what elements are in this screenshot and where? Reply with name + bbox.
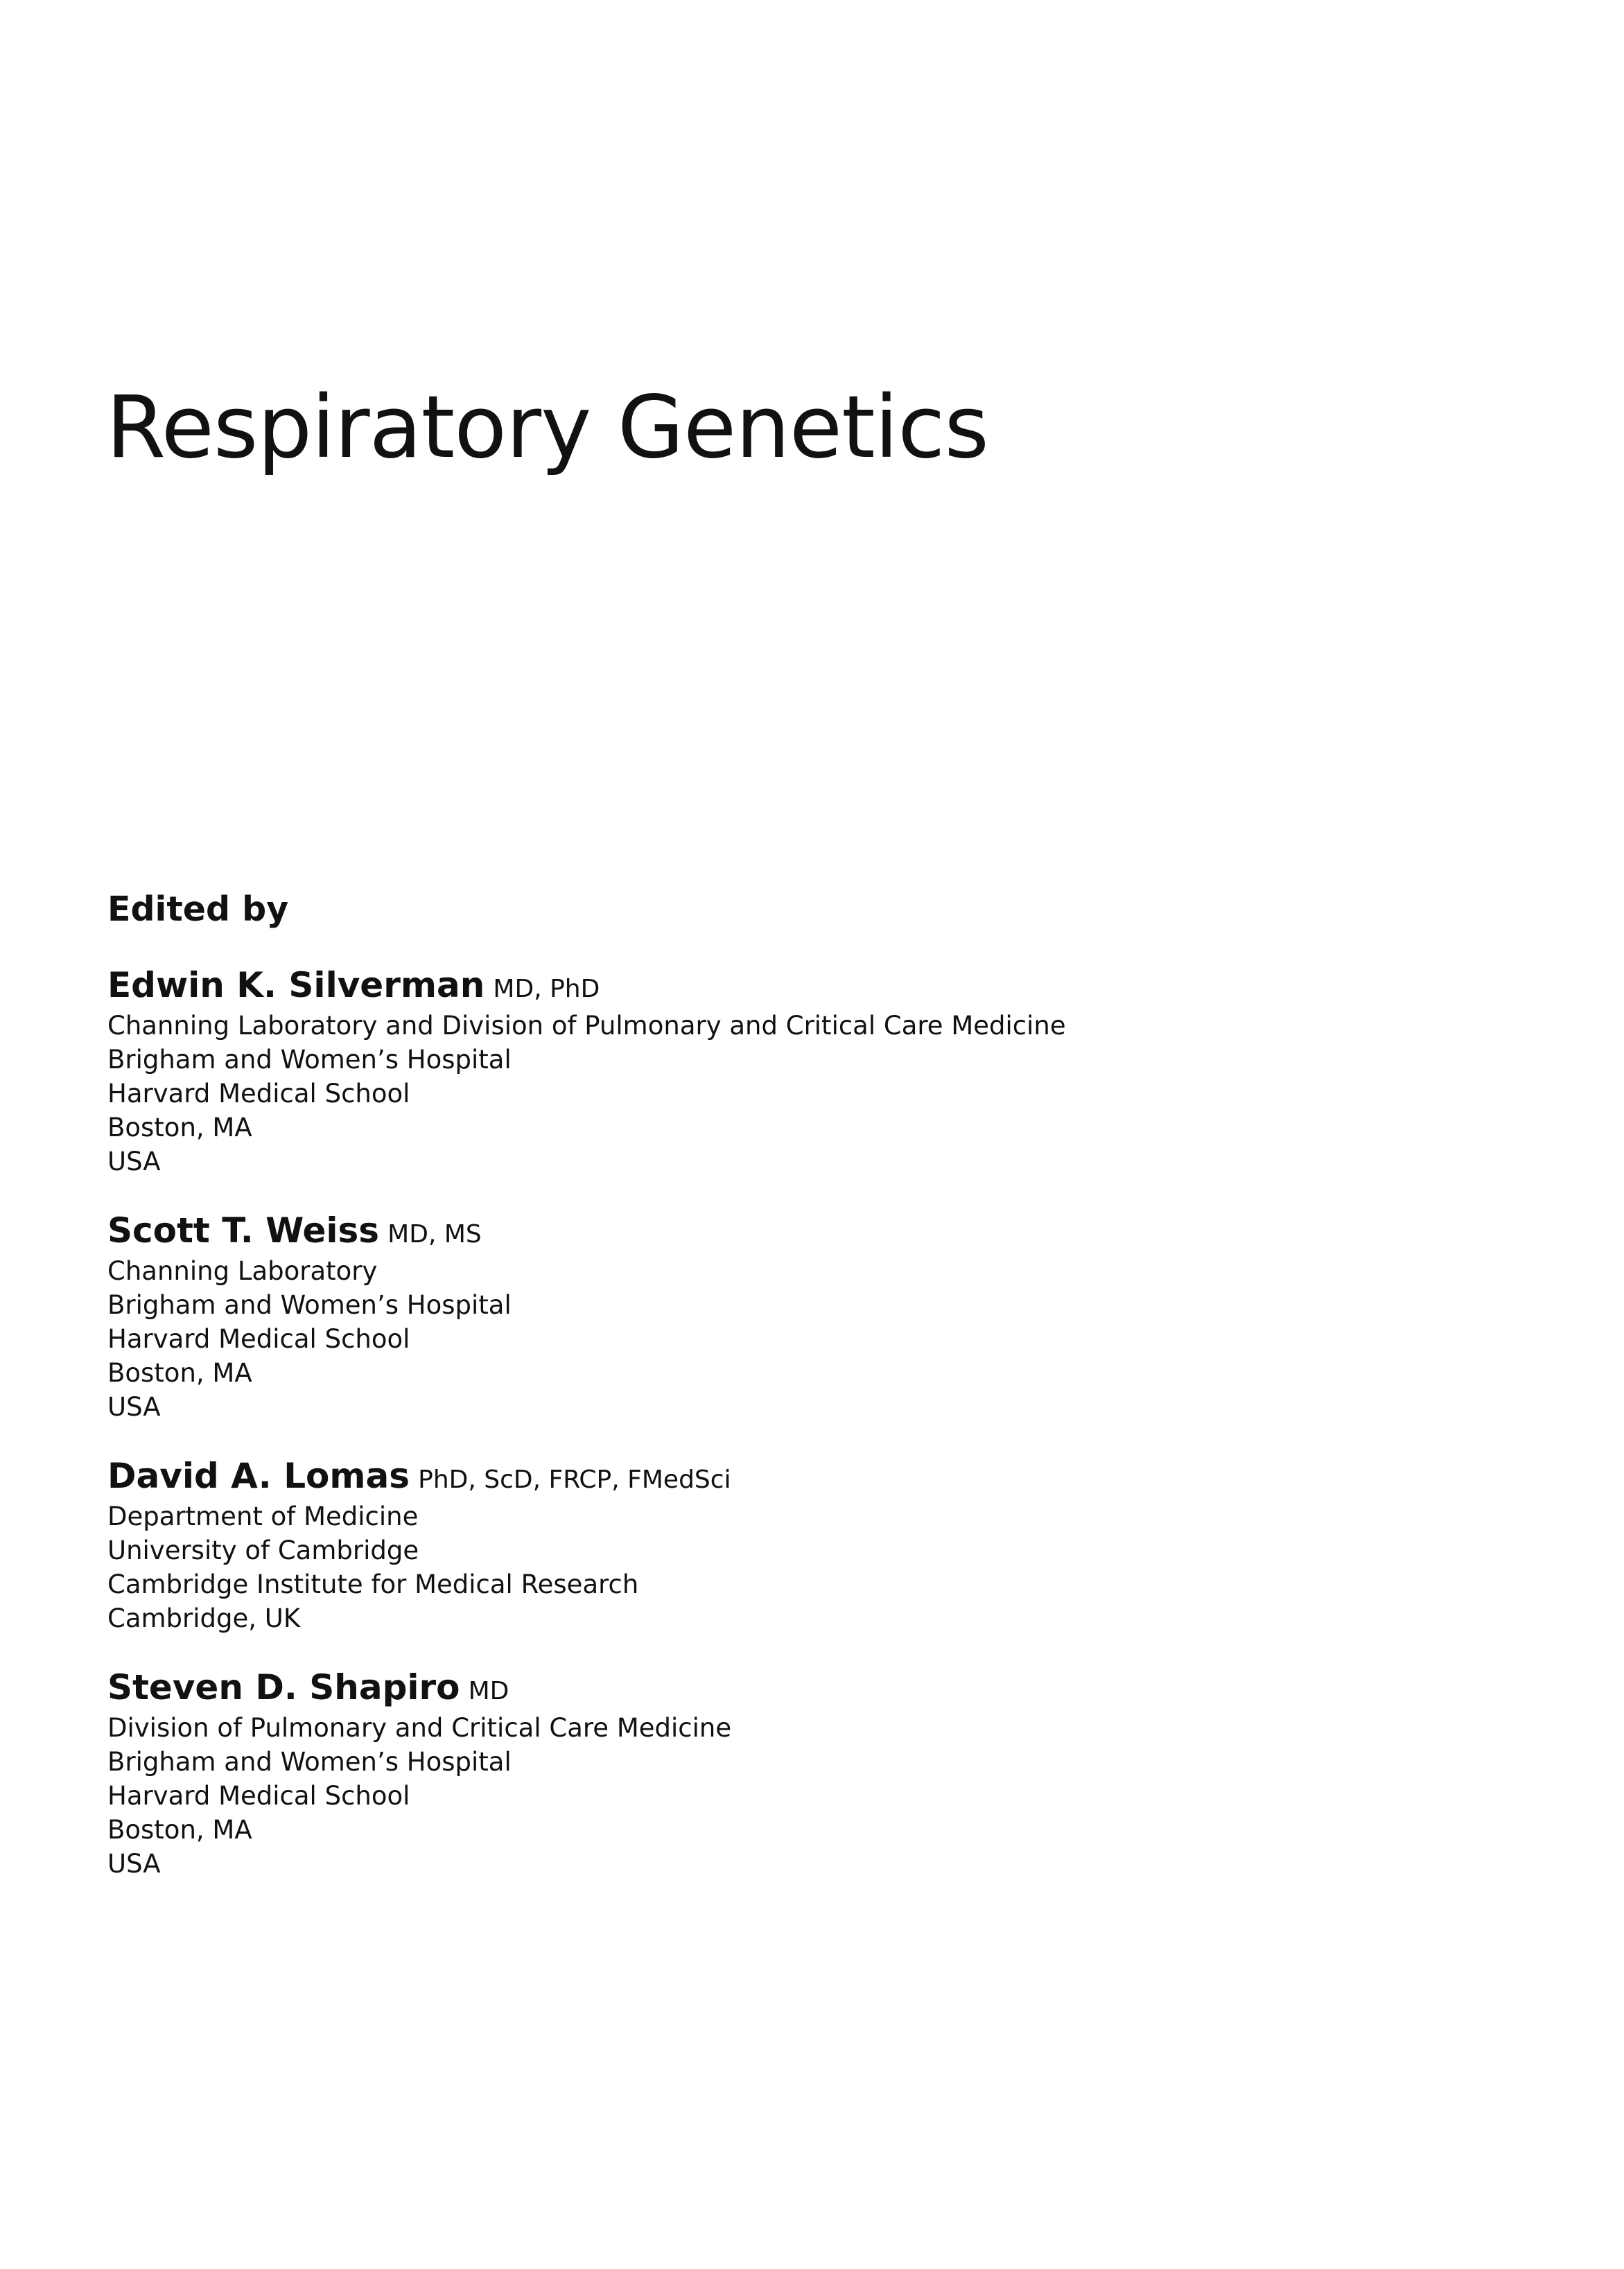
edited-by-label: Edited by — [107, 889, 289, 929]
editor-credentials: MD, PhD — [493, 974, 600, 1003]
affiliation-line: Boston, MA — [107, 1112, 252, 1142]
affiliation-line: Brigham and Women’s Hospital — [107, 1044, 512, 1075]
affiliation-block — [107, 1499, 1355, 1635]
editor-entry-weiss — [107, 1212, 1355, 1424]
editor-name: David A. Lomas — [107, 1455, 410, 1496]
affiliation-line: USA — [107, 1146, 161, 1176]
affiliation-block — [107, 1254, 1355, 1424]
editor-credentials: MD — [468, 1676, 509, 1705]
affiliation-line: Brigham and Women’s Hospital — [107, 1289, 512, 1320]
editor-name: Scott T. Weiss — [107, 1210, 380, 1251]
affiliation-line: Harvard Medical School — [107, 1780, 410, 1811]
affiliation-line: Brigham and Women’s Hospital — [107, 1746, 512, 1777]
affiliation-line: Channing Laboratory and Division of Pulmonary and Critical Care Medicine — [107, 1010, 1066, 1041]
affiliation-line: Boston, MA — [107, 1357, 252, 1388]
affiliation-line: USA — [107, 1848, 161, 1879]
affiliation-line: University of Cambridge — [107, 1535, 419, 1565]
affiliation-line: USA — [107, 1391, 161, 1422]
editor-name-line — [107, 966, 1355, 1005]
editor-entry-shapiro — [107, 1669, 1355, 1881]
editor-name-line — [107, 1212, 1355, 1250]
editor-name-line — [107, 1669, 1355, 1707]
editor-entry-silverman — [107, 966, 1355, 1179]
affiliation-line: Cambridge Institute for Medical Research — [107, 1569, 639, 1599]
affiliation-line: Division of Pulmonary and Critical Care Medicine — [107, 1712, 732, 1743]
editor-credentials: MD, MS — [387, 1219, 482, 1249]
affiliation-block — [107, 1009, 1355, 1179]
affiliation-line: Cambridge, UK — [107, 1603, 301, 1633]
affiliation-block — [107, 1711, 1355, 1881]
editor-entry-lomas — [107, 1457, 1355, 1635]
editor-name-line — [107, 1457, 1355, 1495]
editors-section — [107, 891, 1355, 1914]
editor-name: Edwin K. Silverman — [107, 964, 485, 1005]
affiliation-line: Harvard Medical School — [107, 1323, 410, 1354]
editor-credentials: PhD, ScD, FRCP, FMedSci — [418, 1465, 731, 1494]
affiliation-line: Boston, MA — [107, 1814, 252, 1845]
book-title: Respiratory Genetics — [106, 378, 988, 478]
editor-name: Steven D. Shapiro — [107, 1667, 460, 1707]
affiliation-line: Channing Laboratory — [107, 1255, 378, 1286]
affiliation-line: Department of Medicine — [107, 1501, 419, 1531]
affiliation-line: Harvard Medical School — [107, 1078, 410, 1109]
